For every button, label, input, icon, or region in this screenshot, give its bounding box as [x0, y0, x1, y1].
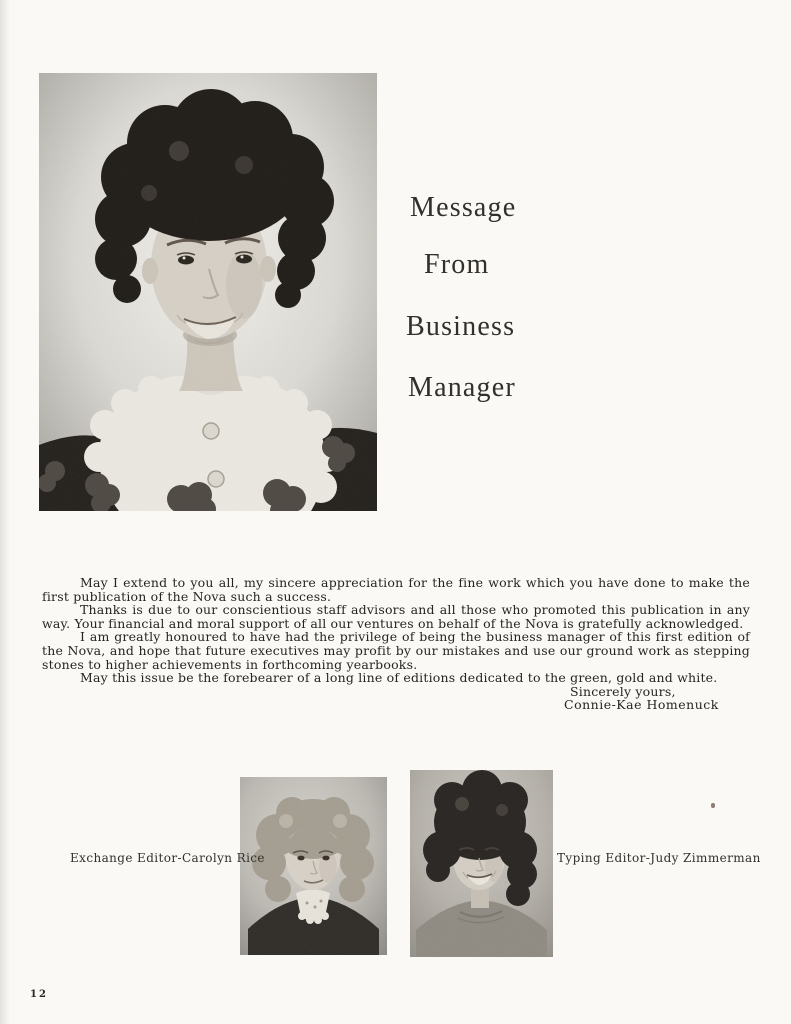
- message-paragraph: May I extend to you all, my sincere appreciation for the fine work which you have done to make the first publication of the Nova such a success.: [42, 575, 750, 604]
- title-line: Business: [406, 311, 516, 342]
- exchange-editor-caption: Exchange Editor-Carolyn Rice: [70, 851, 265, 865]
- message-body: [42, 576, 750, 712]
- typing-editor-caption: Typing Editor-Judy Zimmerman: [557, 851, 761, 865]
- exchange-editor-portrait-photo: [240, 777, 387, 955]
- typing-editor-portrait-photo: [410, 770, 553, 957]
- message-paragraph: May this issue be the forebearer of a long line of editions dedicated to the green, gold and white.: [80, 670, 718, 686]
- title-line: Message: [410, 192, 517, 223]
- scan-speck: [711, 803, 715, 808]
- message-paragraph: Thanks is due to our conscientious staff advisors and all those who promoted this publication in any way. Your financial and moral support of all our ventures on behalf of the Nova is gratefully acknowledged.: [42, 602, 750, 631]
- title-line: Manager: [408, 372, 516, 403]
- title-line: From: [424, 249, 490, 280]
- closing-line: Sincerely yours,: [570, 683, 676, 699]
- page-number: 12: [30, 989, 48, 1000]
- message-paragraph: I am greatly honoured to have had the privilege of being the business manager of this first edition of the Nova, and hope that future executives may profit by our mistakes and use our ground work as stepping stones to higher achievements in forthcoming yearbooks.: [42, 629, 750, 672]
- signature-name: Connie-Kae Homenuck: [564, 697, 719, 713]
- business-manager-portrait-photo: [39, 73, 377, 511]
